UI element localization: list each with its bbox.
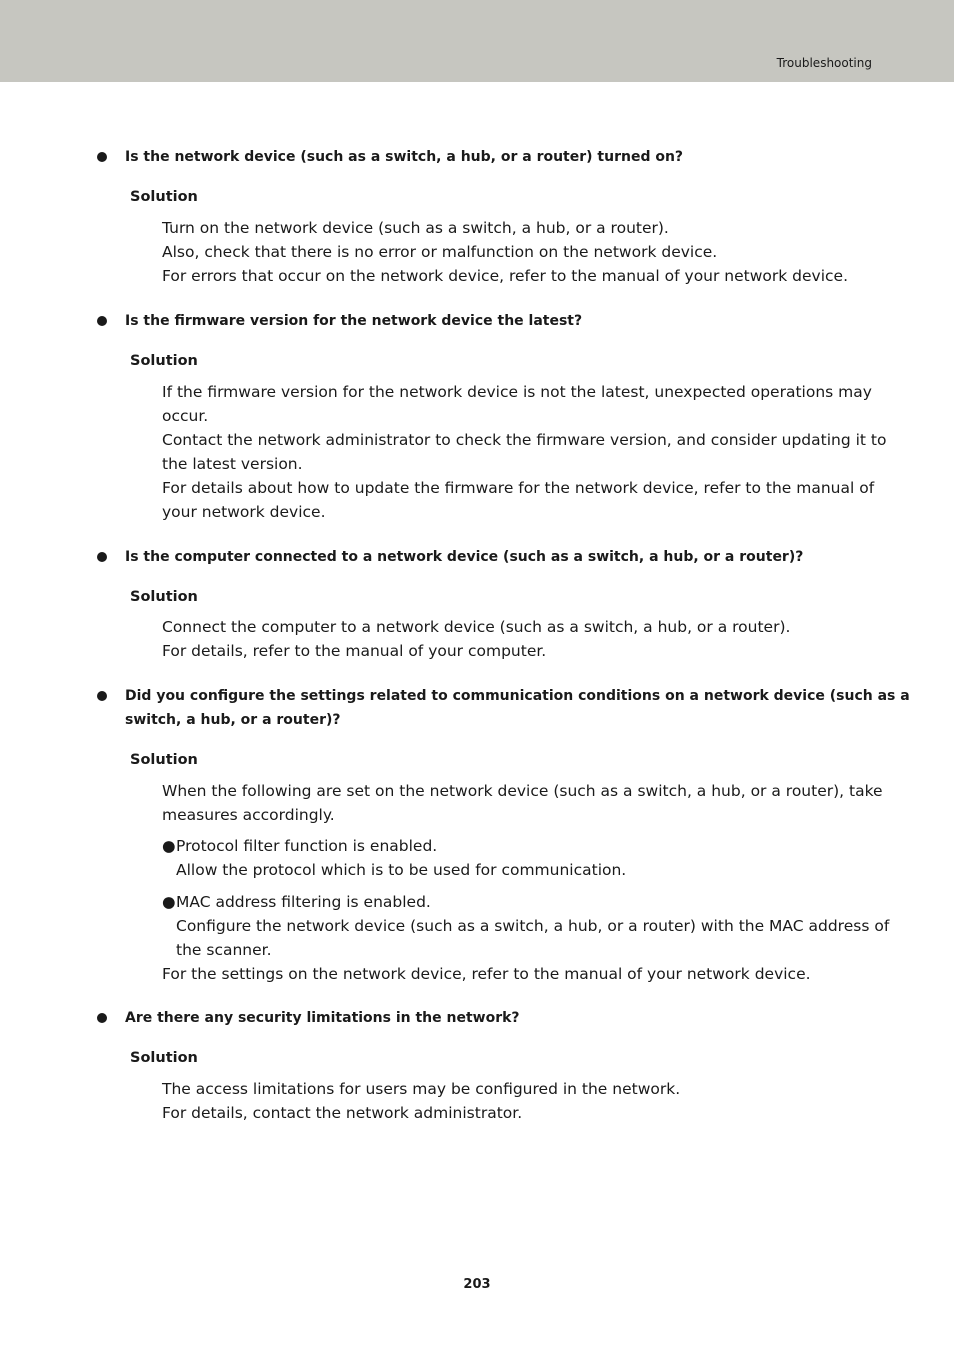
question-heading: Is the network device (such as a switch, a hub, or a router) turned on? [125,149,684,165]
question-bullet-icon [97,1013,107,1023]
solution-line: measures accordingly. [162,806,335,824]
question-bullet-icon [97,152,107,162]
solution-label: Solution [130,752,198,768]
question-line: Did you configure the settings related to communication conditions on a network device (such as a [125,688,910,704]
solution-text [162,216,877,288]
solution-text [162,1077,877,1125]
question-bullet-icon [97,316,107,326]
solution-line: your network device. [162,503,326,521]
sub-item-line: Configure the network device (such as a switch, a hub, or a router) with the MAC address of [176,917,890,935]
solution-line: occur. [162,407,209,425]
solution-line: The access limitations for users may be configured in the network. [162,1080,681,1098]
section-title: Troubleshooting [776,56,872,70]
page-number: 203 [463,1277,491,1292]
sub-item-title: Protocol filter function is enabled. [176,837,438,855]
solution-label: Solution [130,1050,198,1066]
solution-line: Turn on the network device (such as a switch, a hub, or a router). [162,219,669,237]
solution-text [162,380,887,524]
solution-line: For details, contact the network administrator. [162,1104,523,1122]
solution-line: For details about how to update the firmware for the network device, refer to the manual of [162,479,875,497]
solution-line: When the following are set on the network device (such as a switch, a hub, or a router), take [162,782,883,800]
question-heading: Is the firmware version for the network device the latest? [125,313,583,329]
solution-text [162,615,877,663]
solution-label: Solution [130,353,198,369]
solution-line: Connect the computer to a network device (such as a switch, a hub, or a router). [162,618,791,636]
sub-item [162,834,877,882]
question-line: switch, a hub, or a router)? [125,712,341,728]
page-header [0,0,954,82]
solution-outro: For the settings on the network device, refer to the manual of your network device. [162,965,811,983]
solution-label: Solution [130,589,198,605]
sub-item [162,890,890,962]
question-heading [125,684,910,732]
solution-label: Solution [130,189,198,205]
solution-line: Also, check that there is no error or malfunction on the network device. [162,243,718,261]
sub-bullet-icon: ● [162,893,176,911]
sub-item-title: MAC address filtering is enabled. [176,893,431,911]
question-heading: Are there any security limitations in the network? [125,1010,520,1026]
question-bullet-icon [97,552,107,562]
solution-line: If the firmware version for the network device is not the latest, unexpected operations may [162,383,872,401]
solution-line: For details, refer to the manual of your computer. [162,642,547,660]
sub-item-line: Allow the protocol which is to be used for communication. [176,861,627,879]
solution-line: For errors that occur on the network device, refer to the manual of your network device. [162,267,849,285]
solution-intro [162,779,883,827]
question-bullet-icon [97,691,107,701]
solution-line: the latest version. [162,455,303,473]
sub-item-line: the scanner. [176,941,272,959]
question-heading: Is the computer connected to a network device (such as a switch, a hub, or a router)? [125,549,804,565]
solution-line: Contact the network administrator to check the firmware version, and consider updating it to [162,431,887,449]
sub-bullet-icon: ● [162,837,176,855]
